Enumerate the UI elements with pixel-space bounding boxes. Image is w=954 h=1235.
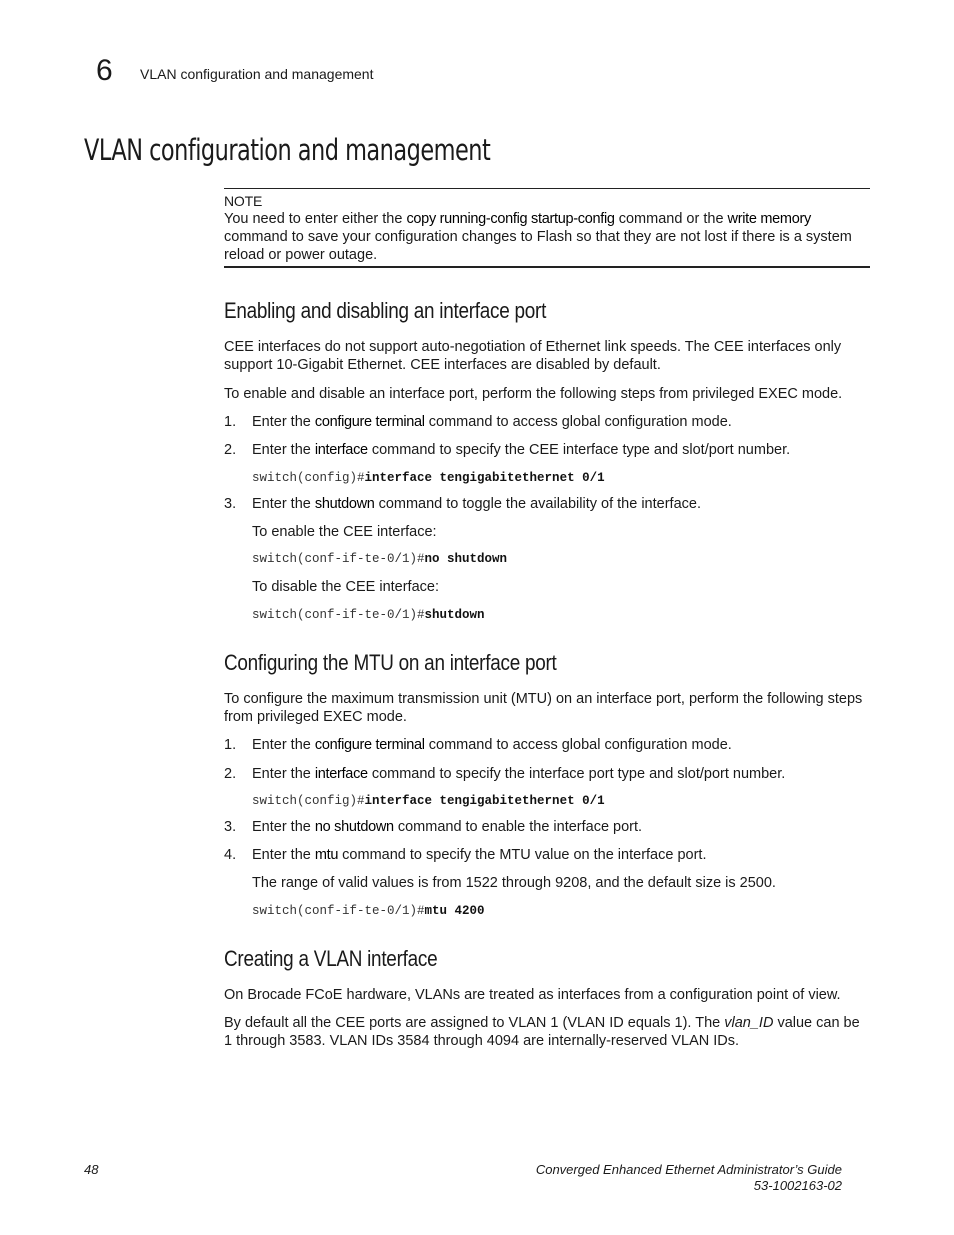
step-command: mtu [314, 847, 339, 863]
note-text-part: You need to enter either the [224, 211, 407, 227]
paragraph-part: value can be 1 through 3583. VLAN IDs 3584 through 4094 are internally-reserved VLAN IDs. [224, 1015, 860, 1049]
paragraph: CEE interfaces do not support auto-negotiation of Ethernet link speeds. The CEE interfaces only support 10-Gigabit Ethernet. CEE interfaces are disabled by default. [224, 339, 842, 373]
step-text-part: Enter the [252, 766, 315, 782]
code-prompt: switch(conf-if-te-0/1)# [252, 904, 425, 918]
step-command: shutdown [314, 496, 375, 512]
step-text [252, 818, 870, 836]
paragraph [224, 1014, 870, 1050]
step-text-part: Enter the [252, 414, 315, 430]
note-box [224, 188, 870, 268]
step-command: no shutdown [314, 819, 394, 835]
step-text [252, 736, 870, 754]
step-detail: The range of valid values is from 1522 through 9208, and the default size is 2500. [252, 875, 776, 891]
step-text-part: command to access global configuration mode. [424, 414, 732, 430]
code-example [252, 470, 605, 486]
step-text [252, 413, 870, 431]
code-example [252, 793, 605, 809]
page-title: VLAN configuration and management [84, 133, 491, 167]
step-command: interface [314, 766, 368, 782]
code-example [252, 903, 485, 919]
step-number: 2. [224, 442, 237, 458]
step-command: configure terminal [314, 414, 425, 430]
paragraph: To enable and disable an interface port, perform the following steps from privileged EXEC mode. [224, 386, 843, 402]
step-text-part: Enter the [252, 819, 315, 835]
running-header-title: VLAN configuration and management [140, 66, 374, 82]
step-command: interface [314, 442, 368, 458]
section-heading-enable-disable: Enabling and disabling an interface port [224, 298, 547, 323]
step-number: 1. [224, 414, 237, 430]
code-command: shutdown [424, 608, 485, 622]
code-command: no shutdown [424, 552, 508, 566]
code-command: interface tengigabitethernet 0/1 [364, 794, 605, 808]
section-heading-vlan-interface: Creating a VLAN interface [224, 946, 438, 971]
step-text-part: Enter the [252, 847, 315, 863]
section-heading-mtu: Configuring the MTU on an interface port [224, 650, 557, 675]
step-text [252, 495, 870, 513]
step-text-part: Enter the [252, 737, 315, 753]
step-text [252, 846, 870, 864]
note-command-write-memory: write memory [727, 211, 811, 227]
step-number: 4. [224, 847, 237, 863]
step-detail: To enable the CEE interface: [252, 524, 437, 540]
step-text-part: command to specify the CEE interface type and slot/port number. [367, 442, 791, 458]
page-number: 48 [84, 1162, 99, 1177]
step-number: 1. [224, 737, 237, 753]
code-prompt: switch(conf-if-te-0/1)# [252, 552, 425, 566]
step-number: 3. [224, 819, 237, 835]
step-text [252, 765, 870, 783]
step-command: configure terminal [314, 737, 425, 753]
code-prompt: switch(conf-if-te-0/1)# [252, 608, 425, 622]
code-prompt: switch(config)# [252, 471, 365, 485]
note-command-copy: copy running-config startup-config [406, 211, 615, 227]
code-example [252, 551, 507, 567]
code-prompt: switch(config)# [252, 794, 365, 808]
step-number: 3. [224, 496, 237, 512]
code-example [252, 607, 485, 623]
note-text-part: command or the [614, 211, 728, 227]
step-text-part: command to specify the interface port type and slot/port number. [367, 766, 786, 782]
footer-doc-info [536, 1162, 842, 1194]
paragraph: To configure the maximum transmission unit (MTU) on an interface port, perform the following steps from privileged EXEC mode. [224, 691, 863, 725]
note-text-part: command to save your configuration changes to Flash so that they are not lost if there is a system reload or power outage. [224, 229, 852, 263]
step-number: 2. [224, 766, 237, 782]
paragraph-part: By default all the CEE ports are assigned to VLAN 1 (VLAN ID equals 1). The [224, 1015, 725, 1031]
step-detail: To disable the CEE interface: [252, 579, 439, 595]
footer-doc-number: 53-1002163-02 [753, 1178, 842, 1193]
step-text-part: command to enable the interface port. [393, 819, 643, 835]
step-text [252, 441, 870, 459]
step-text-part: command to access global configuration mode. [424, 737, 732, 753]
chapter-number: 6 [96, 54, 113, 87]
paragraph: On Brocade FCoE hardware, VLANs are treated as interfaces from a configuration point of view. [224, 987, 841, 1003]
step-text-part: Enter the [252, 496, 315, 512]
note-text [224, 210, 870, 264]
code-command: mtu 4200 [424, 904, 485, 918]
step-text-part: command to specify the MTU value on the interface port. [338, 847, 707, 863]
step-text-part: Enter the [252, 442, 315, 458]
step-text-part: command to toggle the availability of the interface. [374, 496, 701, 512]
note-label: NOTE [224, 193, 263, 209]
variable-vlan-id: vlan_ID [724, 1015, 774, 1031]
footer-doc-title: Converged Enhanced Ethernet Administrator’s Guide [535, 1162, 842, 1177]
code-command: interface tengigabitethernet 0/1 [364, 471, 605, 485]
